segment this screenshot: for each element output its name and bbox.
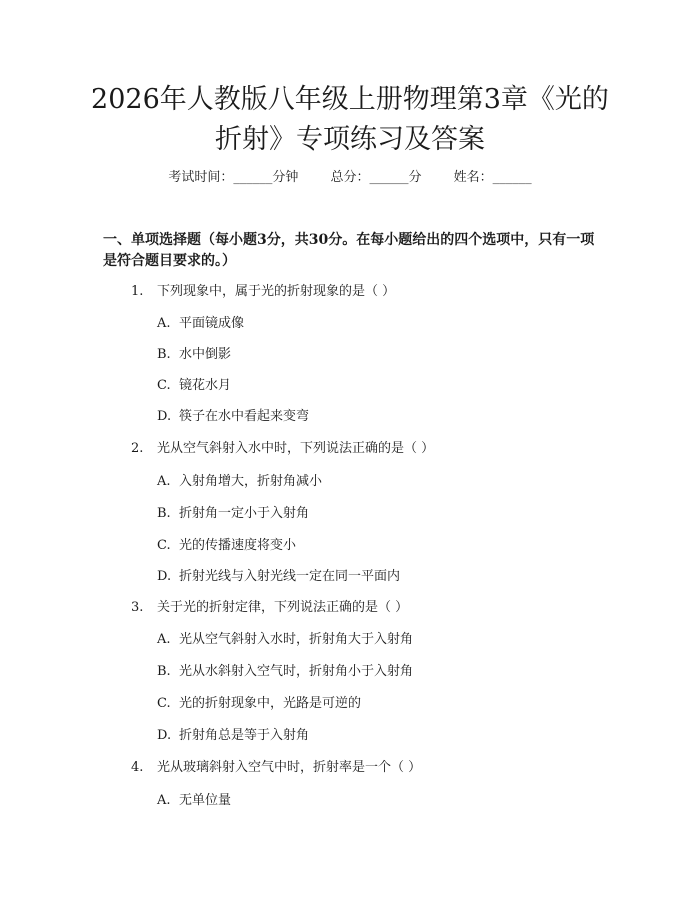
option-text: 筷子在水中看起来变弯 xyxy=(179,409,310,424)
total-score-field: 总分：______分 xyxy=(330,170,422,185)
title-line-1: 2026年人教版八年级上册物理第3章《光的 xyxy=(91,84,609,115)
question-number: 4. xyxy=(131,760,144,775)
question-3-option-d xyxy=(157,727,309,745)
option-letter: D. xyxy=(157,409,172,424)
option-letter: D. xyxy=(157,728,172,743)
question-number: 2. xyxy=(131,441,144,456)
question-number: 1. xyxy=(131,284,144,299)
question-3-option-b xyxy=(157,663,413,681)
option-letter: A. xyxy=(157,632,171,647)
option-letter: A. xyxy=(157,316,171,331)
option-text: 镜花水月 xyxy=(179,378,232,393)
option-text: 折射角总是等于入射角 xyxy=(179,728,310,743)
option-text: 光从水斜射入空气时，折射角小于入射角 xyxy=(179,664,414,679)
option-text: 水中倒影 xyxy=(179,347,232,362)
question-2 xyxy=(131,440,434,458)
name-field: 姓名：______ xyxy=(453,170,532,185)
option-letter: C. xyxy=(157,696,171,711)
option-text: 无单位量 xyxy=(179,793,232,808)
option-text: 光的折射现象中，光路是可逆的 xyxy=(179,696,362,711)
question-2-option-d xyxy=(157,568,400,586)
question-2-option-b xyxy=(157,505,309,523)
option-letter: B. xyxy=(157,347,171,362)
option-letter: D. xyxy=(157,569,172,584)
question-1-option-d xyxy=(157,408,309,426)
option-text: 光的传播速度将变小 xyxy=(179,538,297,553)
option-letter: C. xyxy=(157,378,171,393)
question-number: 3. xyxy=(131,600,144,615)
question-text: 下列现象中，属于光的折射现象的是（ ） xyxy=(157,284,396,299)
option-text: 折射光线与入射光线一定在同一平面内 xyxy=(179,569,401,584)
option-text: 平面镜成像 xyxy=(179,316,245,331)
option-letter: B. xyxy=(157,506,171,521)
option-text: 折射角一定小于入射角 xyxy=(179,506,310,521)
question-text: 光从玻璃斜射入空气中时，折射率是一个（ ） xyxy=(157,760,422,775)
question-1-option-b xyxy=(157,346,231,364)
document-title xyxy=(60,80,640,160)
exam-time-field: 考试时间：______分钟 xyxy=(168,170,299,185)
exam-info-line xyxy=(0,168,700,188)
option-text: 入射角增大，折射角减小 xyxy=(179,474,323,489)
option-letter: A. xyxy=(157,474,171,489)
question-text: 关于光的折射定律，下列说法正确的是（ ） xyxy=(157,600,409,615)
option-letter: B. xyxy=(157,664,171,679)
question-2-option-c xyxy=(157,537,296,555)
question-2-option-a xyxy=(157,473,322,491)
question-1-option-a xyxy=(157,315,244,333)
question-4 xyxy=(131,759,421,777)
option-text: 光从空气斜射入水时，折射角大于入射角 xyxy=(179,632,414,647)
option-letter: A. xyxy=(157,793,171,808)
title-line-2: 折射》专项练习及答案 xyxy=(215,124,485,155)
question-3-option-a xyxy=(157,631,413,649)
question-1 xyxy=(131,283,395,301)
question-1-option-c xyxy=(157,377,231,395)
section-heading: 一、单项选择题（每小题3分，共30分。在每小题给出的四个选项中，只有一项是符合题目要求的。） xyxy=(103,232,595,269)
question-3-option-c xyxy=(157,695,361,713)
question-3 xyxy=(131,599,408,617)
option-letter: C. xyxy=(157,538,171,553)
question-text: 光从空气斜射入水中时，下列说法正确的是（ ） xyxy=(157,441,435,456)
question-4-option-a xyxy=(157,792,231,810)
